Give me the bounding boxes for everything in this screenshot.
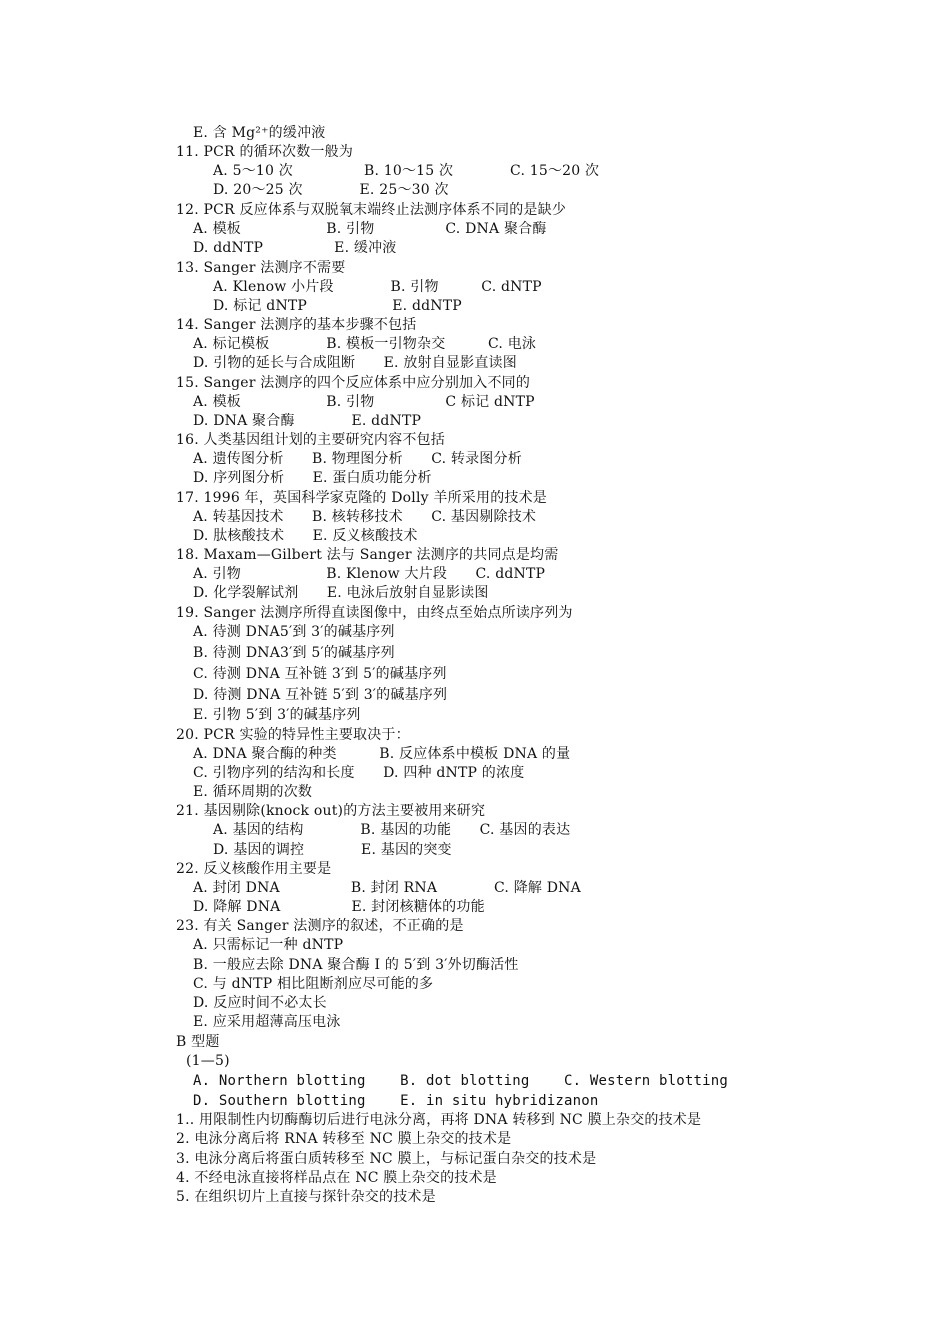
option-line: A. 遗传图分析 B. 物理图分析 C. 转录图分析	[193, 451, 522, 467]
option-line: D. 标记 dNTP E. ddNTP	[213, 298, 462, 314]
option-line: D. 引物的延长与合成阻断 E. 放射自显影直读图	[193, 355, 517, 371]
option-line: B. 一般应去除 DNA 聚合酶 I 的 5′到 3′外切酶活性	[193, 957, 519, 973]
question-line: 19. Sanger 法测序所得直读图像中，由终点至始点所读序列为	[176, 605, 573, 621]
question-line: 18. Maxam—Gilbert 法与 Sanger 法测序的共同点是均需	[176, 547, 559, 563]
option-line: A. 封闭 DNA B. 封闭 RNA C. 降解 DNA	[193, 880, 581, 896]
question-line: 1.. 用限制性内切酶酶切后进行电泳分离，再将 DNA 转移到 NC 膜上杂交的技术是	[176, 1112, 702, 1128]
option-line: C. 待测 DNA 互补链 3′到 5′的碱基序列	[193, 666, 447, 682]
option-line: A. 待测 DNA5′到 3′的碱基序列	[193, 624, 395, 640]
option-line: D. 20～25 次 E. 25～30 次	[213, 182, 449, 198]
option-line: A. 5～10 次 B. 10～15 次 C. 15～20 次	[213, 163, 600, 179]
question-line: 20. PCR 实验的特异性主要取决于：	[176, 727, 410, 743]
question-line: 15. Sanger 法测序的四个反应体系中应分别加入不同的	[176, 375, 531, 391]
option-line: D. 待测 DNA 互补链 5′到 3′的碱基序列	[193, 687, 448, 703]
option-line: E. 引物 5′到 3′的碱基序列	[193, 707, 361, 723]
question-line: 13. Sanger 法测序不需要	[176, 260, 346, 276]
option-line: A. 基因的结构 B. 基因的功能 C. 基因的表达	[213, 822, 571, 838]
option-line: E. 循环周期的次数	[193, 784, 313, 800]
question-line: 17. 1996 年，英国科学家克隆的 Dolly 羊所采用的技术是	[176, 490, 548, 506]
option-line: A. 标记模板 B. 模板一引物杂交 C. 电泳	[193, 336, 537, 352]
option-line: A. 只需标记一种 dNTP	[193, 937, 344, 953]
option-line: D. 化学裂解试剂 E. 电泳后放射自显影读图	[193, 585, 489, 601]
question-group-label: (1—5)	[186, 1053, 230, 1069]
question-line: 14. Sanger 法测序的基本步骤不包括	[176, 317, 417, 333]
question-line: 21. 基因剔除(knock out)的方法主要被用来研究	[176, 803, 486, 819]
option-line: E. 应采用超薄高压电泳	[193, 1014, 341, 1030]
question-line: 16. 人类基因组计划的主要研究内容不包括	[176, 432, 445, 448]
question-line: 11. PCR 的循环次数一般为	[176, 144, 354, 160]
question-line: 5. 在组织切片上直接与探针杂交的技术是	[176, 1189, 436, 1205]
option-line: A. 转基因技术 B. 核转移技术 C. 基因剔除技术	[193, 509, 537, 525]
option-line: B. 待测 DNA3′到 5′的碱基序列	[193, 645, 395, 661]
option-line: D. 降解 DNA E. 封闭核糖体的功能	[193, 899, 485, 915]
option-line: A. DNA 聚合酶的种类 B. 反应体系中模板 DNA 的量	[193, 746, 571, 762]
question-line: 4. 不经电泳直接将样品点在 NC 膜上杂交的技术是	[176, 1170, 497, 1186]
option-line: D. 序列图分析 E. 蛋白质功能分析	[193, 470, 432, 486]
question-line: 3. 电泳分离后将蛋白质转移至 NC 膜上，与标记蛋白杂交的技术是	[176, 1151, 597, 1167]
option-line: D. 基因的调控 E. 基因的突变	[213, 842, 452, 858]
question-line: 22. 反义核酸作用主要是	[176, 861, 332, 877]
option-line: C. 引物序列的结沟和长度 D. 四种 dNTP 的浓度	[193, 765, 525, 781]
option-line: D. 反应时间不必太长	[193, 995, 327, 1011]
option-line: A. Klenow 小片段 B. 引物 C. dNTP	[213, 279, 542, 295]
option-line: A. 模板 B. 引物 C. DNA 聚合酶	[193, 221, 547, 237]
question-line: 2. 电泳分离后将 RNA 转移至 NC 膜上杂交的技术是	[176, 1131, 512, 1147]
option-line: D. 肽核酸技术 E. 反义核酸技术	[193, 528, 418, 544]
question-line: 23. 有关 Sanger 法测序的叙述，不正确的是	[176, 918, 464, 934]
option-line: E. 含 Mg²⁺的缓冲液	[193, 125, 326, 141]
question-line: 12. PCR 反应体系与双脱氧末端终止法测序体系不同的是缺少	[176, 202, 567, 218]
option-line: D. ddNTP E. 缓冲液	[193, 240, 397, 256]
option-line: A. Northern blotting B. dot blotting C. Western blotting	[193, 1073, 728, 1089]
option-line: D. Southern blotting E. in situ hybridizanon	[193, 1093, 599, 1109]
option-line: C. 与 dNTP 相比阻断剂应尽可能的多	[193, 976, 434, 992]
section-heading: B 型题	[176, 1034, 220, 1050]
option-line: A. 模板 B. 引物 C 标记 dNTP	[193, 394, 535, 410]
option-line: A. 引物 B. Klenow 大片段 C. ddNTP	[193, 566, 546, 582]
option-line: D. DNA 聚合酶 E. ddNTP	[193, 413, 422, 429]
